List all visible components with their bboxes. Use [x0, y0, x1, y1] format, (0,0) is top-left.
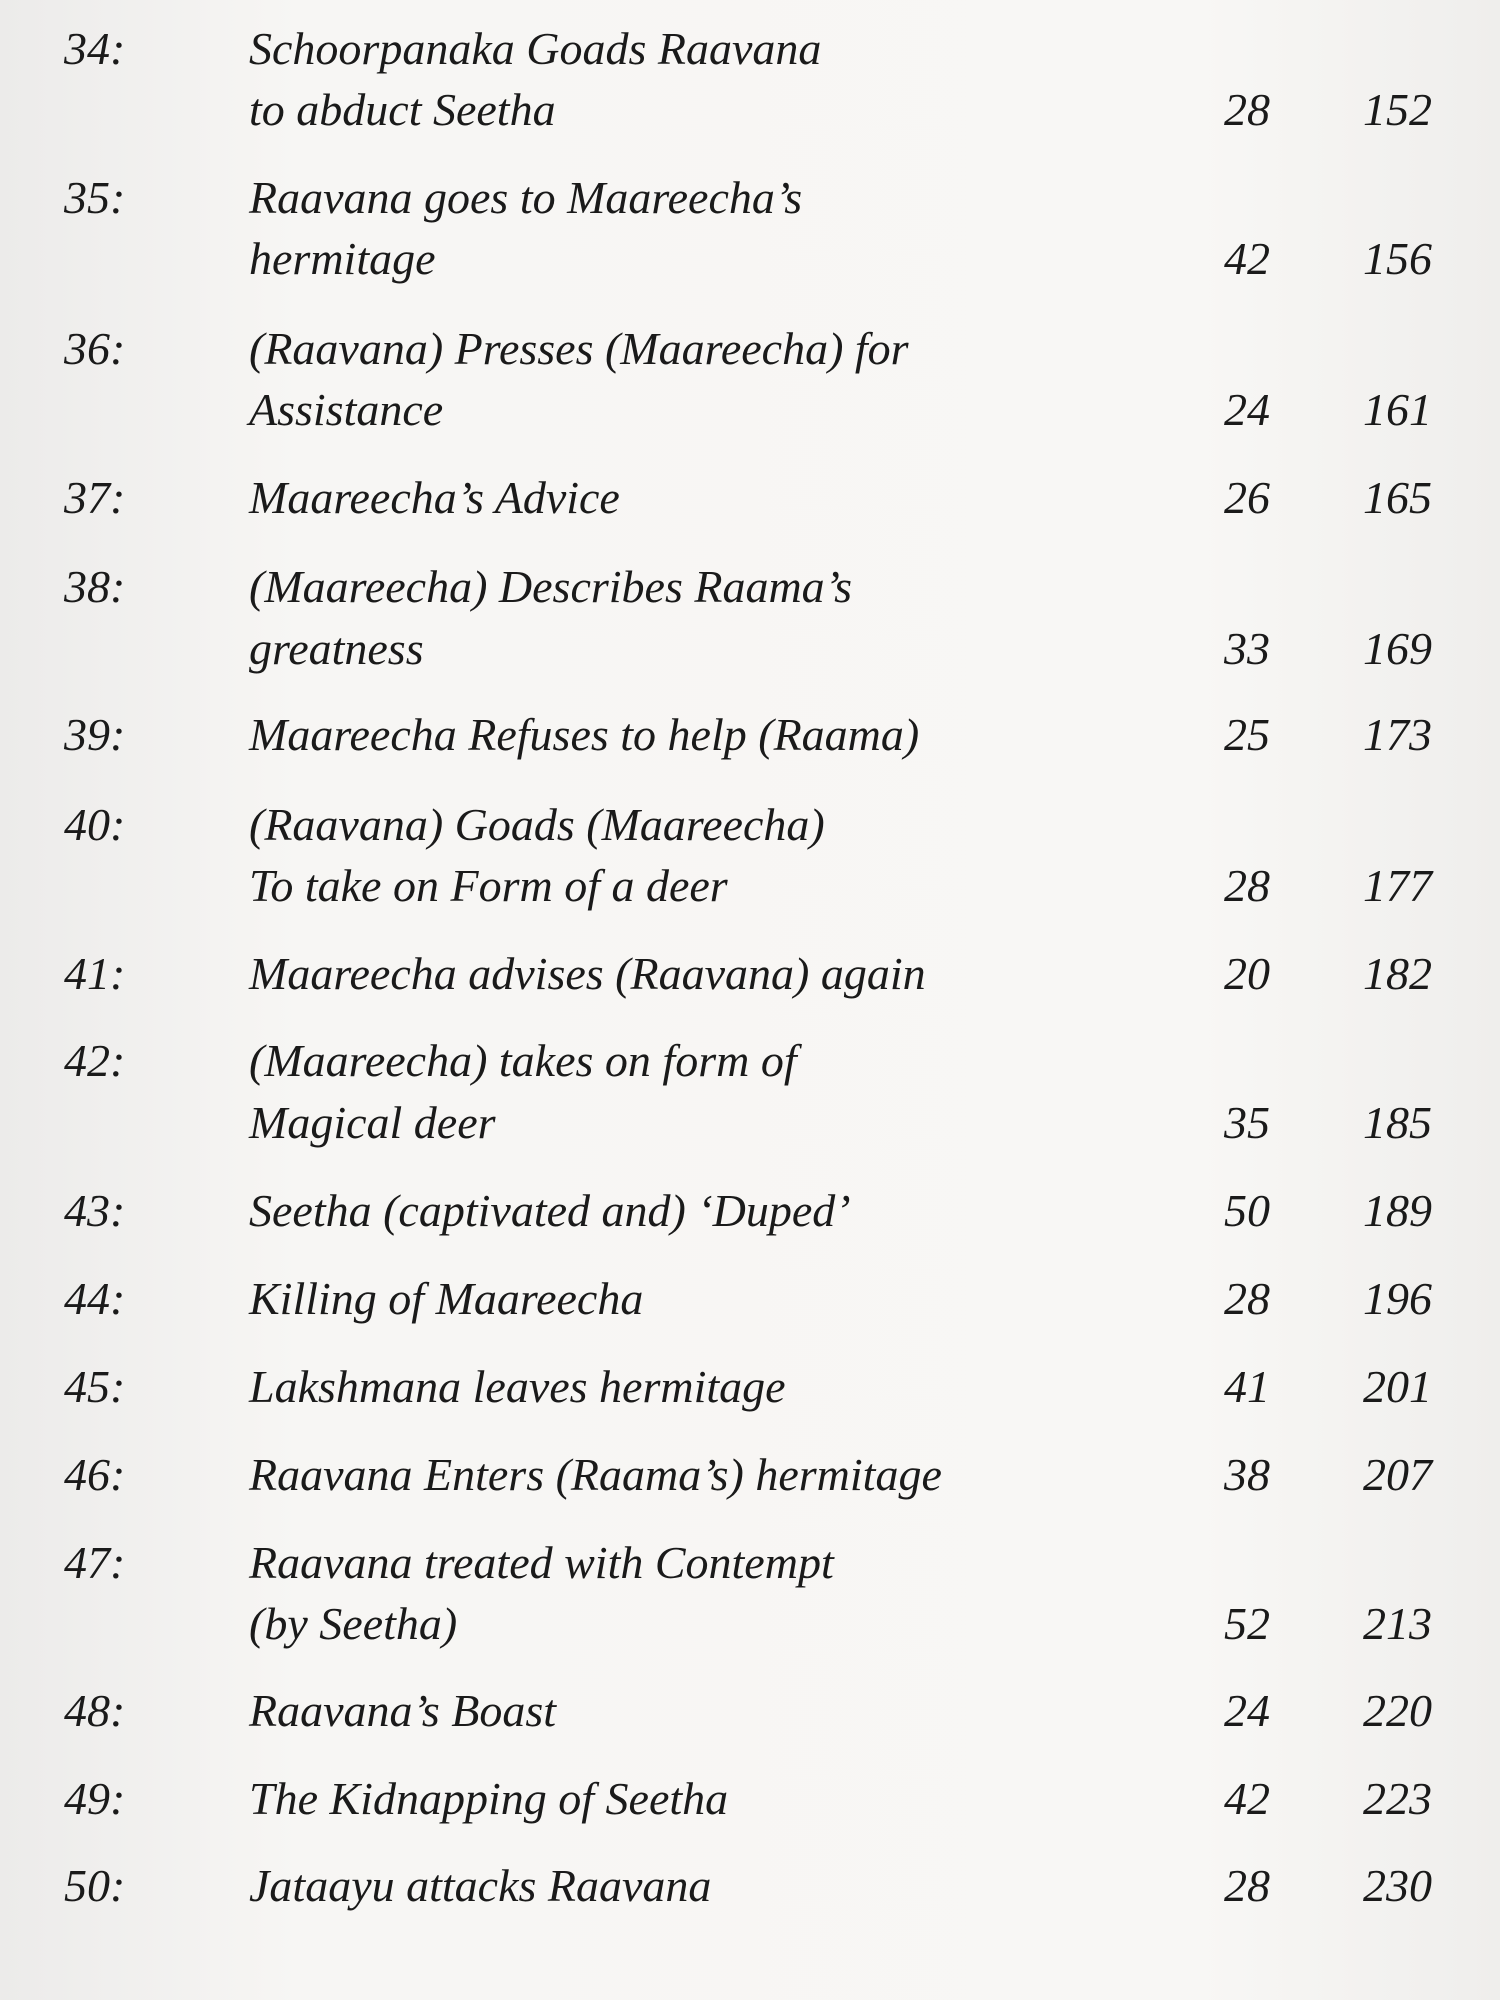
page-number: 156 — [1363, 233, 1432, 284]
chapter-number: 44: — [64, 1273, 126, 1324]
chapter-title: Raavana’s Boast — [249, 1685, 557, 1736]
chapter-number: 49: — [64, 1773, 126, 1824]
chapter-number: 37: — [64, 472, 126, 523]
chapter-count: 33 — [1224, 623, 1270, 674]
chapter-title: (Maareecha) Describes Raama’s — [249, 561, 852, 612]
chapter-title: Raavana Enters (Raama’s) hermitage — [249, 1449, 942, 1500]
page-number: 189 — [1363, 1185, 1432, 1236]
page-number: 177 — [1363, 860, 1432, 911]
chapter-number: 47: — [64, 1537, 126, 1588]
chapter-title: Lakshmana leaves hermitage — [249, 1361, 786, 1412]
chapter-count: 28 — [1224, 1860, 1270, 1911]
chapter-number: 34: — [64, 23, 126, 74]
chapter-title: Maareecha’s Advice — [249, 472, 620, 523]
chapter-number: 45: — [64, 1361, 126, 1412]
chapter-count: 38 — [1224, 1449, 1270, 1500]
chapter-count: 24 — [1224, 1685, 1270, 1736]
chapter-title: Jataayu attacks Raavana — [249, 1860, 712, 1911]
chapter-title: to abduct Seetha — [249, 84, 556, 135]
page-number: 152 — [1363, 84, 1432, 135]
page-number: 207 — [1363, 1449, 1432, 1500]
chapter-number: 40: — [64, 799, 126, 850]
page-number: 230 — [1363, 1860, 1432, 1911]
chapter-count: 41 — [1224, 1361, 1270, 1412]
chapter-count: 25 — [1224, 709, 1270, 760]
chapter-count: 24 — [1224, 384, 1270, 435]
chapter-count: 28 — [1224, 84, 1270, 135]
chapter-title: (Raavana) Presses (Maareecha) for — [249, 323, 909, 374]
page-number: 196 — [1363, 1273, 1432, 1324]
page-number: 223 — [1363, 1773, 1432, 1824]
chapter-count: 26 — [1224, 472, 1270, 523]
chapter-number: 42: — [64, 1035, 126, 1086]
chapter-title: Seetha (captivated and) ‘Duped’ — [249, 1185, 851, 1236]
chapter-number: 48: — [64, 1685, 126, 1736]
page-number: 182 — [1363, 948, 1432, 999]
chapter-number: 41: — [64, 948, 126, 999]
chapter-title: Magical deer — [249, 1097, 496, 1148]
chapter-number: 43: — [64, 1185, 126, 1236]
chapter-title: Schoorpanaka Goads Raavana — [249, 23, 822, 74]
page-number: 220 — [1363, 1685, 1432, 1736]
chapter-count: 42 — [1224, 233, 1270, 284]
chapter-title: Raavana goes to Maareecha’s — [249, 172, 803, 223]
chapter-title: To take on Form of a deer — [249, 860, 728, 911]
page-number: 165 — [1363, 472, 1432, 523]
chapter-title: (by Seetha) — [249, 1598, 458, 1649]
chapter-count: 28 — [1224, 1273, 1270, 1324]
chapter-count: 35 — [1224, 1097, 1270, 1148]
page-number: 213 — [1363, 1598, 1432, 1649]
chapter-number: 39: — [64, 709, 126, 760]
chapter-title: Killing of Maareecha — [249, 1273, 644, 1324]
chapter-number: 46: — [64, 1449, 126, 1500]
chapter-title: (Raavana) Goads (Maareecha) — [249, 799, 825, 850]
chapter-title: The Kidnapping of Seetha — [249, 1773, 729, 1824]
page-number: 169 — [1363, 623, 1432, 674]
chapter-number: 50: — [64, 1860, 126, 1911]
chapter-title: hermitage — [249, 233, 436, 284]
chapter-title: Assistance — [249, 384, 444, 435]
chapter-number: 38: — [64, 561, 126, 612]
chapter-number: 35: — [64, 172, 126, 223]
chapter-count: 42 — [1224, 1773, 1270, 1824]
chapter-title: greatness — [249, 623, 424, 674]
page-number: 185 — [1363, 1097, 1432, 1148]
chapter-count: 28 — [1224, 860, 1270, 911]
page-number: 161 — [1363, 384, 1432, 435]
page-number: 173 — [1363, 709, 1432, 760]
page-number: 201 — [1363, 1361, 1432, 1412]
chapter-count: 50 — [1224, 1185, 1270, 1236]
chapter-title: (Maareecha) takes on form of — [249, 1035, 797, 1086]
chapter-count: 52 — [1224, 1598, 1270, 1649]
chapter-title: Maareecha Refuses to help (Raama) — [249, 709, 920, 760]
chapter-count: 20 — [1224, 948, 1270, 999]
chapter-title: Maareecha advises (Raavana) again — [249, 948, 926, 999]
chapter-title: Raavana treated with Contempt — [249, 1537, 834, 1588]
chapter-number: 36: — [64, 323, 126, 374]
